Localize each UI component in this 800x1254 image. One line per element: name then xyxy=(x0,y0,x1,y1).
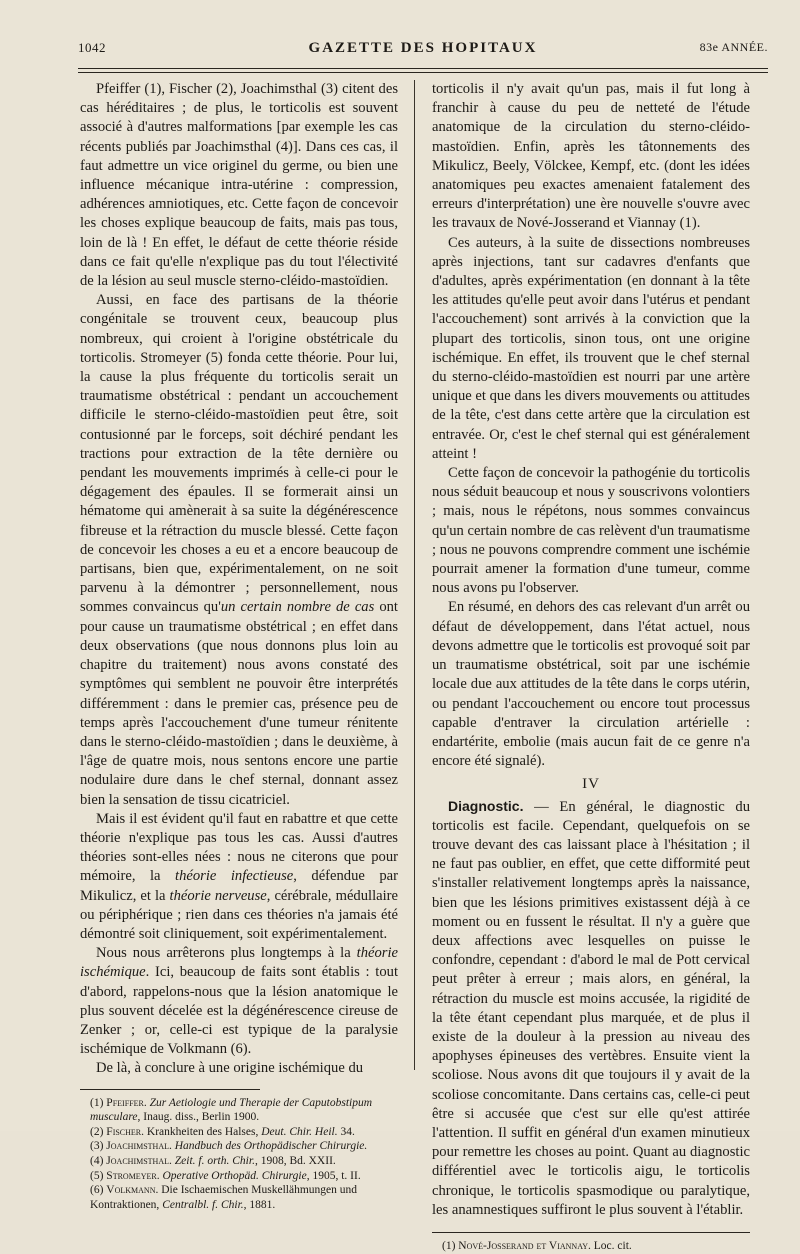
footnotes-right xyxy=(432,1239,750,1254)
header-rule xyxy=(78,68,768,69)
volume-year: 83e ANNÉE. xyxy=(699,40,768,54)
paragraph: Ces auteurs, à la suite de dissections nombreuses après injections, tant sur cadavres d'enfants que d'adultes, après expérimentation (en donnant à la tête les attitudes qu'elle peut avoir dans l'utérus et pendant l'accouchement) sont arrivés à la conviction que la plupart des torticolis, sinon tous, ont une origine ischémique. En effet, ils trouvent que le chef sternal du sterno-cléido-mastoïdien est nourri par une artère unique et que dans les divers mouvements ou attitudes de la tête, c'est dans cette artère que la circulation est entravée. Or, c'est le chef sternal qui est généralement atteint ! xyxy=(432,234,750,462)
paragraph: Nous nous arrêterons plus longtemps à la théorie ischémique. Ici, beaucoup de faits sont établis : tout d'abord, rappelons-nous que la lésion anatomique le plus souvent décelée est la dégénérescence cireuse de Zenker ; or, celle-ci est typique de la paralysie ischémique de Volkmann (6). xyxy=(80,945,398,1058)
right-column xyxy=(432,80,750,1254)
footnotes-left xyxy=(80,1096,398,1213)
column-divider xyxy=(414,80,415,1070)
paragraph: De là, à conclure à une origine ischémique du xyxy=(96,1060,364,1077)
footnote-rule xyxy=(432,1232,750,1233)
footnote-rule xyxy=(80,1089,260,1090)
journal-title: GAZETTE DES HOPITAUX xyxy=(308,40,538,56)
section-heading: Diagnostic. xyxy=(448,797,524,814)
paragraph: torticolis il n'y avait qu'un pas, mais il fut long à franchir à cause du peu de netteté de l'étude anatomique de la circulation du sterno-cléido-mastoïdien. Enfin, après les tâtonnements des Mikulicz, Beely, Völckee, Kempf, etc. (dont les idées anatomiques peu exactes amenaient fatalement des erreurs d'interprétation) une ère nouvelle s'ouvre avec les travaux de Nové-Josserand et Viannay (1). xyxy=(432,81,750,232)
footnote: (1) Nové-Josserand et Viannay. Loc. cit. xyxy=(442,1239,632,1252)
page-header xyxy=(78,40,768,62)
footnote: (2) Fischer. Krankheiten des Halses, Deut. Chir. Heil. 34. xyxy=(90,1125,355,1138)
left-column xyxy=(80,80,398,1212)
footnote: (3) Joachimsthal. Handbuch des Orthopädischer Chirurgie. xyxy=(90,1140,368,1153)
paragraph: Diagnostic. — En général, le diagnostic du torticolis est facile. Cependant, quelquefois on se trouve devant des cas laissant place à l'hésitation ; il ne faut pas oublier, en effet, que cette difformité peut s'installer relativement longtemps après la naissance, bien que les lésions primitives existassent déjà à ce moment ou en fussent le résultat. Il n'y a guère que deux affections avec lesquelles on puisse le confondre, cependant : d'abord le mal de Pott cervical peut prêter à erreur ; mais alors, en général, la rétraction du muscle est moins accusée, la rigidité de la tête étant cependant plus marquée, et de plus il existe de la douleur à la pression au niveau des apophyses épineuses des vertèbres. Ensuite vient la scoliose. Nous avons dit que toujours il y avait de la scoliose concomitante. Dans certains cas, celle-ci peut être si accusée que c'est sur elle qu'est attirée l'attention. Il suffit en général d'un examen minutieux pour remettre les choses au point. Quant au diagnostic différentiel avec le torticolis aigu, le torticolis chronique, le torticolis spasmodique ou paralytique, les anamnestiques suffiront le plus souvent à l'établir. xyxy=(432,797,750,1218)
footnote: (4) Joachimsthal. Zeit. f. orth. Chir., 1908, Bd. XXII. xyxy=(90,1154,336,1167)
section-number: IV xyxy=(582,776,600,793)
header-rule-thin xyxy=(78,72,768,73)
paragraph: Aussi, en face des partisans de la théorie congénitale se trouvent ceux, beaucoup plus nombreux, qui croient à l'origine obstétricale du torticolis. Stromeyer (5) fonda cette théorie. Pour lui, la cause la plus fréquente du torticolis serait un traumatisme obstétrical : pendant un accouchement difficile le sterno-cléido-mastoïdien peut être, soit contusionné par le forceps, soit déchiré pendant les tractions pour extraction de la tête dernière ou pendant les mouvements imprimés à celle-ci pour le dégagement des épaules. Il se formerait ainsi un hématome qui amènerait à sa suite la dégénérescence fibreuse et la rétraction du muscle blessé. Cette façon de concevoir les choses a eu et a encore beaucoup de partisans, bien que, expérimentalement, on ne soit parvenu à la démontrer ; personnellement, nous sommes convaincus qu'un certain nombre de cas ont pour cause un traumatisme obstétrical ; en effet dans deux observations (que nous donnons plus loin au chapitre du traitement) nous avons constaté des symptômes qui semblent ne pouvoir être interprétés différemment : dans le premier cas, présence peu de temps après l'accouchement d'une tumeur rénitente dans le sterno-cléido-mastoïdien ; dans le deuxième, à l'âge de quatre mois, nous sentons encore une partie nodulaire dure dans le chef sternal, donnant assez bien la sensation de tissu cicatriciel. xyxy=(80,292,398,808)
page-number: 1042 xyxy=(78,40,106,55)
footnote: (1) Pfeiffer. Zur Aetiologie und Therapie der Caputobstipum musculare, Inaug. diss., Berlin 1900. xyxy=(90,1096,373,1124)
paragraph: Cette façon de concevoir la pathogénie du torticolis nous séduit beaucoup et nous y souscrivons volontiers ; mais, nous le répétons, nous sommes convaincus qu'un certain nombre de cas relèvent d'un traumatisme ; nous ne pouvons comprendre comment une ischémie pourrait amener la formation d'une tumeur, comme nous avons pu l'observer. xyxy=(432,465,750,597)
footnote: (6) Volkmann. Die Ischaemischen Muskellähmungen und Kontraktionen, Centralbl. f. Chir., 1881. xyxy=(90,1184,358,1211)
footnote: (5) Stromeyer. Operative Orthopäd. Chirurgie, 1905, t. II. xyxy=(90,1169,361,1182)
paragraph: Mais il est évident qu'il faut en rabattre et que cette théorie n'explique pas tous les cas. Aussi d'autres théories sont-elles nées : nous ne citerons que pour mémoire, la théorie infectieuse, défendue par Mikulicz, et la théorie nerveuse, cérébrale, médullaire ou périphérique ; rien dans ces théories n'a jamais été démontré soit cliniquement, soit expérimentalement. xyxy=(80,810,398,942)
paragraph: En résumé, en dehors des cas relevant d'un arrêt ou défaut de développement, dans l'état actuel, nous devons admettre que le torticolis est provoqué soit par un traumatisme obstétrical, soit par une ischémie locale due aux attitudes de la tête dans le corps utérin, ou pendant l'accouchement ou encore tout processus capable d'entraver la circulation artérielle : endartérite, embolie (mais aucun fait de ce genre n'a encore été signalé). xyxy=(432,599,750,770)
paragraph: Pfeiffer (1), Fischer (2), Joachimsthal (3) citent des cas héréditaires ; de plus, le torticolis est souvent associé à d'autres malformations [par exemple les cas récents publiés par Joachimsthal (4)]. Dans ces cas, il faut admettre un vice originel du germe, ou bien une influence mécanique intra-utérine : compression, adhérences amniotiques, etc. Cette façon de concevoir les choses explique beaucoup de faits, mais pas tous, loin de là ! En effet, le défaut de cette théorie réside dans ce fait qu'elle n'explique pas du tout l'électivité de la lésion au seul muscle sterno-cléido-mastoïdien. xyxy=(80,81,398,290)
